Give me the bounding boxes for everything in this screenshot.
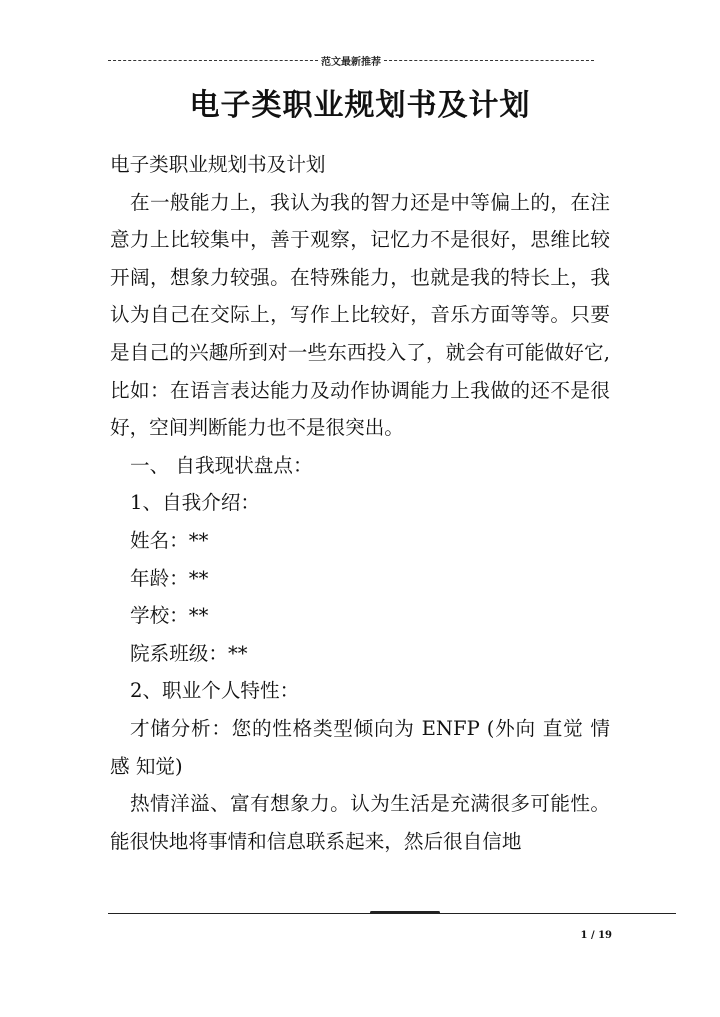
school-field: 学校：** <box>130 604 209 628</box>
footer-divider-accent <box>370 911 440 914</box>
header-dashed-line-right <box>384 60 594 61</box>
personality-description-paragraph: 热情洋溢、富有想象力。认为生活是充满很多可能性。能很快地将事情和信息联系起来，然后很自信地 <box>110 792 610 853</box>
document-title: 电子类职业规划书及计划 <box>189 88 531 123</box>
personality-analysis-paragraph: 才储分析：您的性格类型倾向为 ENFP (外向 直觉 情感 知觉) <box>110 716 610 778</box>
name-field: 姓名：** <box>130 528 209 552</box>
ability-paragraph: 在一般能力上，我认为我的智力还是中等偏上的，在注意力上比较集中，善于观察，记忆力不是很好，思维比较开阔，想象力较强。在特殊能力，也就是我的特长上，我认为自己在交际上，写作上比较好，音乐方面等等。只要是自己的兴趣所到对一些东西投入了，就会有可能做好它,比如：在语言表达能力及动作协调能力上我做的还不是很好，空间判断能力也不是很突出。 <box>110 190 610 440</box>
subtitle-paragraph: 电子类职业规划书及计划 <box>110 153 326 176</box>
section-heading-self-status: 一、 自我现状盘点： <box>130 453 313 477</box>
header-text: 范文最新推荐 <box>321 56 381 68</box>
document-body <box>110 146 610 860</box>
page-number: 1 / 19 <box>580 930 612 941</box>
page-header <box>108 52 594 68</box>
department-class-field: 院系班级：** <box>130 641 248 665</box>
subsection-heading-self-intro: 1、自我介绍： <box>130 491 261 515</box>
subsection-heading-personality: 2、职业个人特性： <box>130 679 300 703</box>
age-field: 年龄：** <box>130 566 209 590</box>
header-dashed-line-left <box>108 60 318 61</box>
